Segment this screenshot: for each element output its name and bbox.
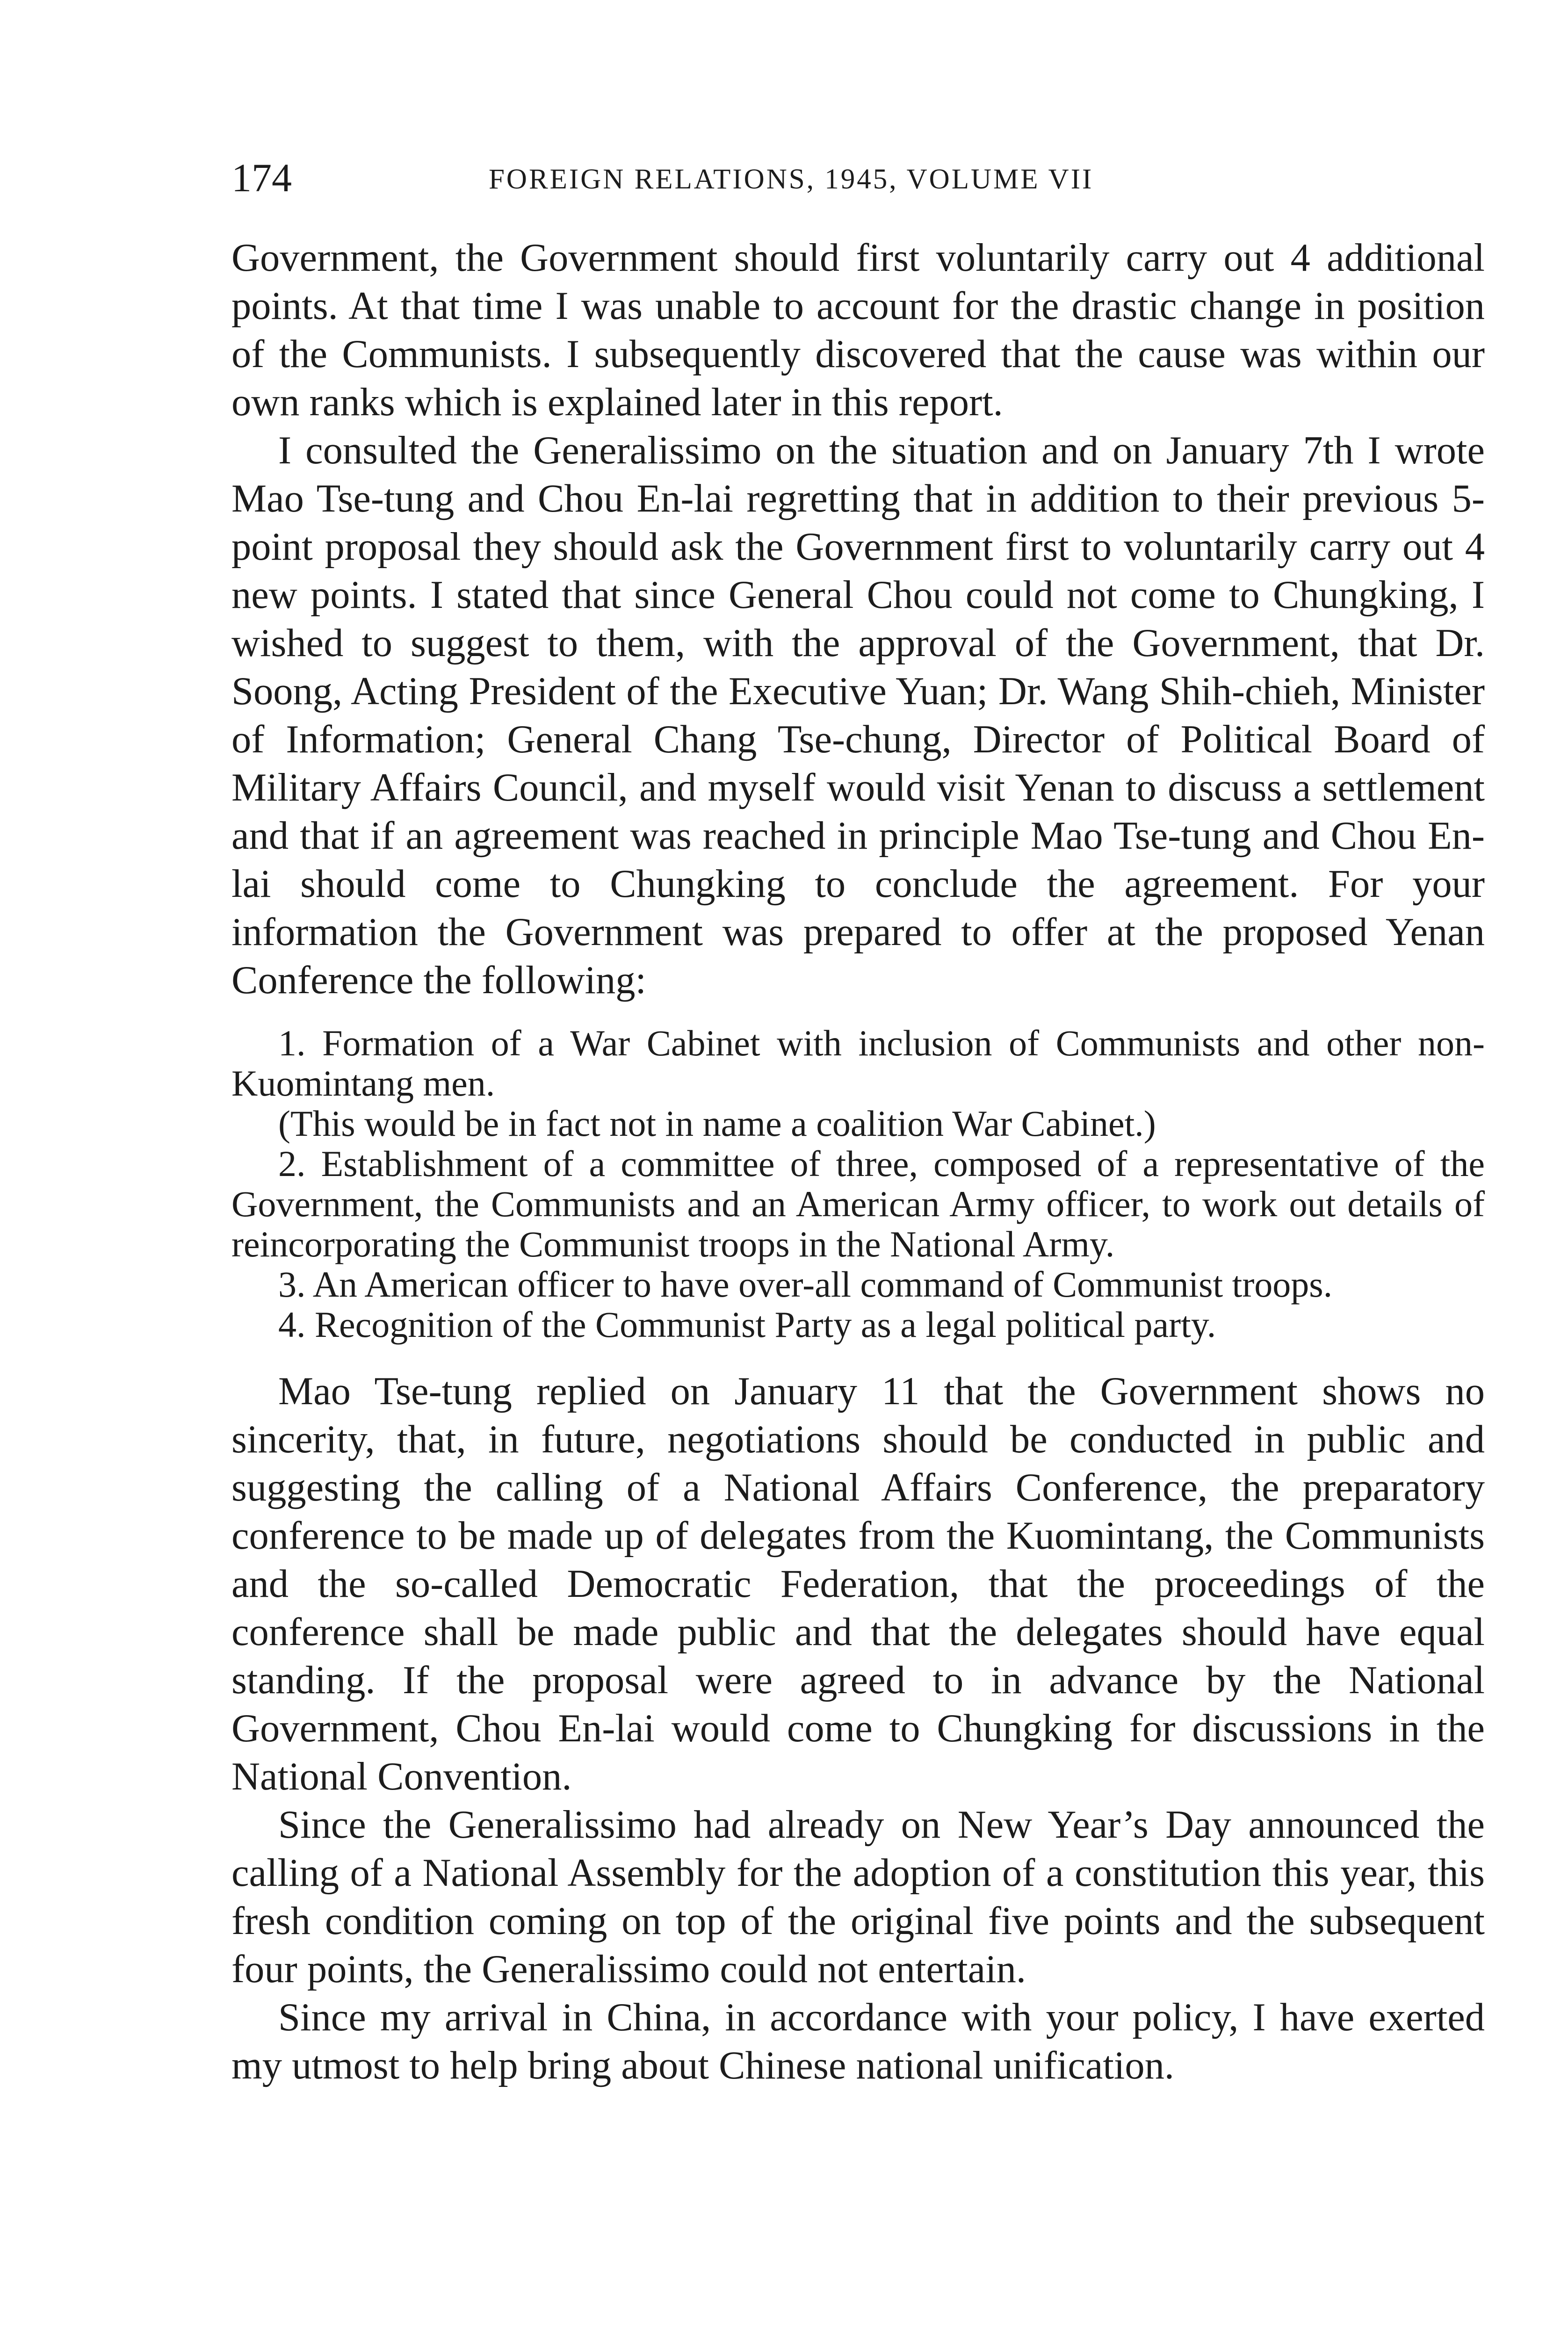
paragraph-unification: Since my arrival in China, in accordance with your policy, I have exerted my utmost to help bring about Chinese national unification.: [231, 1996, 1485, 2087]
page-number: 174: [231, 155, 292, 200]
running-head: FOREIGN RELATIONS, 1945, VOLUME VII: [489, 164, 1094, 195]
proposal-list: [231, 1023, 1485, 1345]
list-item: 2. Establishment of a committee of three, composed of a representative of the Government, the Communists and an American Army officer, to work out details of reincorporating the Communist troops in the National Army.: [231, 1143, 1485, 1264]
page-header: [231, 154, 1489, 210]
list-item: 1. Formation of a War Cabinet with inclusion of Communists and other non-Kuomintang men.: [231, 1023, 1485, 1104]
list-item: 3. An American officer to have over-all command of Communist troops.: [278, 1264, 1333, 1305]
paragraph-national-assembly: Since the Generalissimo had already on New Year’s Day announced the calling of a National Assembly for the adoption of a constitution this year, this fresh condition coming on top of the original five points and the subsequent four points, the Generalissimo could not entertain.: [231, 1803, 1485, 1991]
paragraph-continued: Government, the Government should first voluntarily carry out 4 additional points. At that time I was unable to account for the drastic change in position of the Communists. I subsequently discovered that the cause was within our own ranks which is explained later in this report.: [231, 236, 1485, 424]
list-item: 4. Recognition of the Communist Party as a legal political party.: [278, 1304, 1216, 1345]
list-item: (This would be in fact not in name a coalition War Cabinet.): [278, 1103, 1156, 1144]
body-text: [231, 234, 1485, 2090]
paragraph-consultation: I consulted the Generalissimo on the situation and on January 7th I wrote Mao Tse-tung and Chou En-lai regretting that in addition to their previous 5-point proposal they should ask the Government first to voluntarily carry out 4 new points. I stated that since General Chou could not come to Chungking, I wished to suggest to them, with the approval of the Government, that Dr. Soong, Acting President of the Executive Yuan; Dr. Wang Shih-chieh, Minister of Information; General Chang Tse-chung, Director of Political Board of Military Affairs Council, and myself would visit Yenan to discuss a settlement and that if an agreement was reached in principle Mao Tse-tung and Chou En-lai should come to Chungking to conclude the agreement. For your information the Government was prepared to offer at the proposed Yenan Conference the following:: [231, 429, 1485, 1002]
paragraph-mao-reply: Mao Tse-tung replied on January 11 that the Government shows no sincerity, that, in future, negotiations should be conducted in public and suggesting the calling of a National Affairs Conference, the preparatory conference to be made up of delegates from the Kuomintang, the Communists and the so-called Democratic Federation, that the proceedings of the conference shall be made public and that the delegates should have equal standing. If the proposal were agreed to in advance by the National Government, Chou En-lai would come to Chungking for discussions in the National Convention.: [231, 1370, 1485, 1798]
